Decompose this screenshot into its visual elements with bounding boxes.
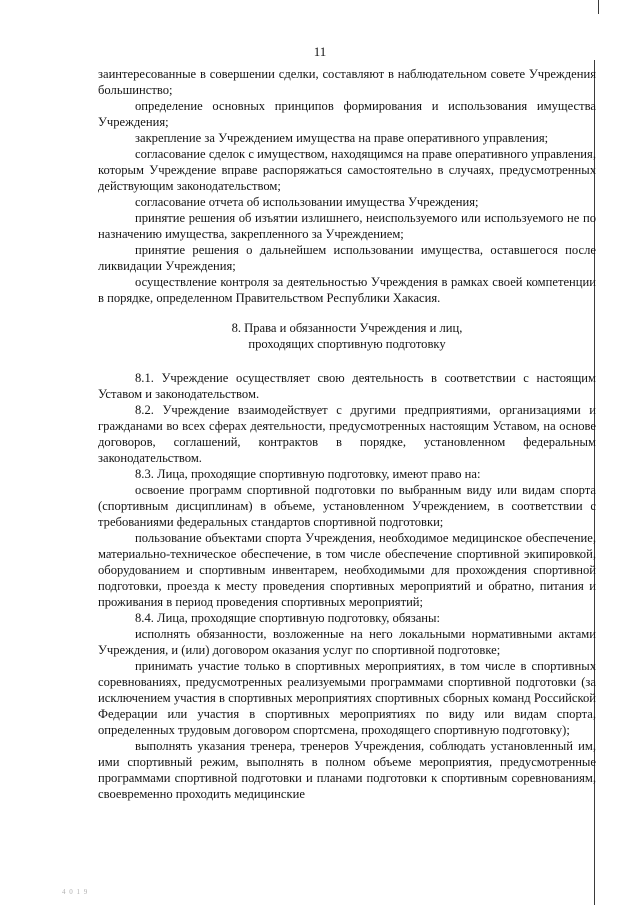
paragraph: 8.4. Лица, проходящие спортивную подготовку, обязаны:	[135, 611, 440, 625]
paragraph: осуществление контроля за деятельностью Учреждения в рамках своей компетенции в порядке, определенном Правительством Республики Хакасия.	[98, 275, 596, 305]
paragraph: пользование объектами спорта Учреждения, необходимое медицинское обеспечение, материально-техническое обеспечение, в том числе обеспечение спортивной экипировкой, оборудованием и спортивным инвентарем, необходимыми для прохождения спортивной подготовки, проезда к месту проведения спортивных мероприятий и обратно, питания и проживания в период проведения спортивных мероприятий;	[98, 531, 596, 609]
paragraph: освоение программ спортивной подготовки по выбранным виду или видам спорта (спортивным дисциплинам) в объеме, установленном Учреждением, в соответствии с требованиями федеральных стандартов спортивной подготовки;	[98, 483, 596, 529]
paragraph: определение основных принципов формирования и использования имущества Учреждения;	[98, 99, 596, 129]
paragraph: согласование отчета об использовании имущества Учреждения;	[135, 195, 479, 209]
section-heading-line: 8. Права и обязанности Учреждения и лиц,	[231, 321, 463, 335]
paragraph: 8.2. Учреждение взаимодействует с другими предприятиями, организациями и гражданами во всех сферах деятельности, предусмотренных настоящим Уставом, на основе договоров, соглашений, контрактов в порядке, установленном федеральным законодательством.	[98, 403, 596, 465]
paragraph: заинтересованные в совершении сделки, составляют в наблюдательном совете Учреждения большинство;	[98, 67, 596, 97]
section-heading-line: проходящих спортивную подготовку	[248, 337, 446, 351]
scan-footer-mark: 4 0 1 9	[62, 888, 89, 896]
scan-edge-top	[598, 0, 599, 14]
paragraph: принятие решения об изъятии излишнего, неиспользуемого или используемого не по назначению имущества, закрепленного за Учреждением;	[98, 211, 596, 241]
paragraph: исполнять обязанности, возложенные на него локальными нормативными актами Учреждения, и (или) договором оказания услуг по спортивной подготовке;	[98, 627, 596, 657]
paragraph: выполнять указания тренера, тренеров Учреждения, соблюдать установленный им, ими спортивный режим, выполнять в полном объеме мероприятия, предусмотренные программами спортивной подготовки и планами подготовки к спортивным соревнованиям, своевременно проходить медицинские	[98, 739, 596, 801]
paragraph: принимать участие только в спортивных мероприятиях, в том числе в спортивных соревнованиях, предусмотренных реализуемыми программами спортивной подготовки (за исключением участия в спортивных мероприятиях спортивных сборных команд Российской Федерации или участия в спортивных мероприятиях по виду или видам спорта, определенных трудовым договором спортсмена, проходящего спортивную подготовку);	[98, 659, 596, 737]
paragraph: 8.3. Лица, проходящие спортивную подготовку, имеют право на:	[135, 467, 481, 481]
paragraph: 8.1. Учреждение осуществляет свою деятельность в соответствии с настоящим Уставом и законодательством.	[98, 371, 596, 401]
paragraph: согласование сделок с имуществом, находящимся на праве оперативного управления, которым Учреждение вправе распоряжаться самостоятельно в случаях, предусмотренных действующим законодательством;	[98, 147, 596, 193]
paragraph: закрепление за Учреждением имущества на праве оперативного управления;	[135, 131, 549, 145]
page-number: 11	[313, 44, 327, 59]
paragraph: принятие решения о дальнейшем использовании имущества, оставшегося после ликвидации Учреждения;	[98, 243, 596, 273]
section-heading	[98, 320, 596, 352]
document-body	[98, 66, 596, 802]
